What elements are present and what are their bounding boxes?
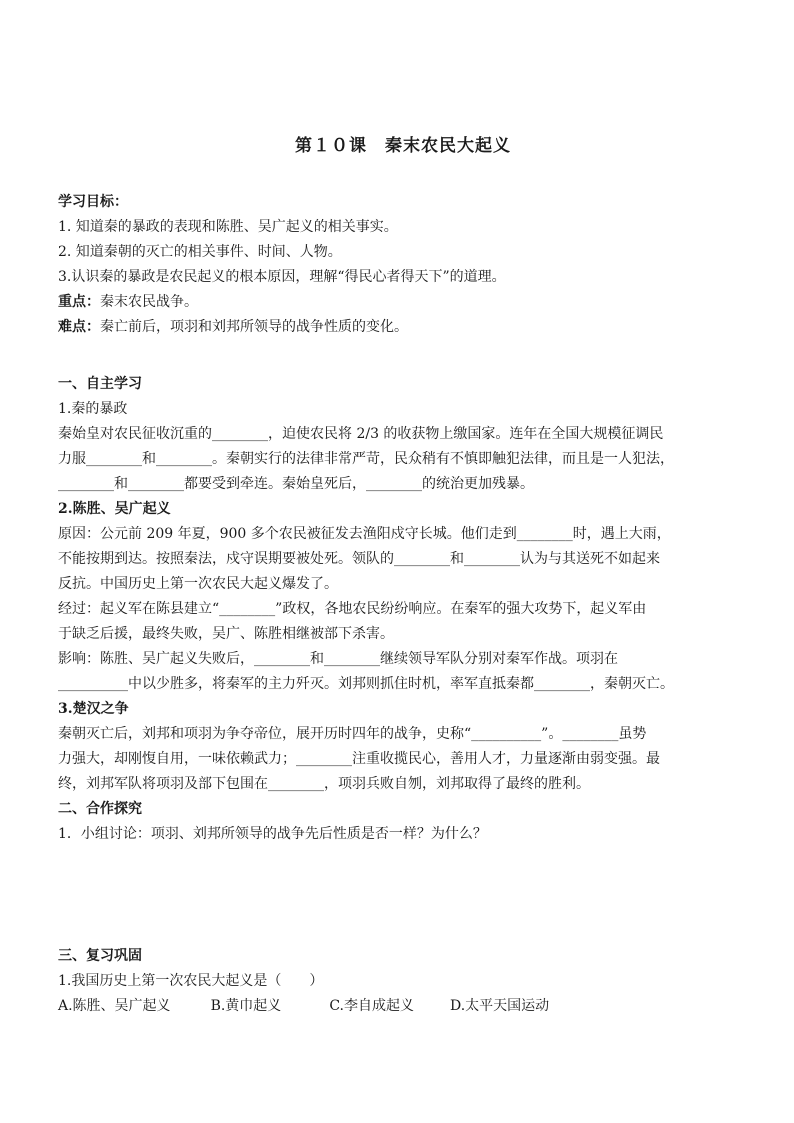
objectives-heading: 学习目标： (58, 194, 128, 210)
fill-line: 反抗。中国历史上第一次农民大起义爆发了。 (58, 576, 338, 592)
lesson-number: 第１０课 (295, 136, 367, 156)
key-point (58, 290, 748, 315)
page-title (58, 131, 748, 156)
fill-line: 终，刘邦军队将项羽及部下包围在________，项羽兵败自刎，刘邦取得了最终的胜利。 (58, 776, 590, 792)
lesson-name: 秦末农民大起义 (385, 136, 511, 156)
fill-line: 于缺乏后援，最终失败，吴广、陈胜相继被部下杀害。 (58, 626, 394, 642)
fill-line: 原因：公元前 209 年夏，900 多个农民被征发去渔阳戍守长城。他们走到________时，遇上大雨， (58, 526, 671, 542)
option-d: D.太平天国运动 (449, 998, 550, 1014)
subsection-heading: 3.楚汉之争 (58, 701, 129, 717)
discussion-question: 1．小组讨论：项羽、刘邦所领导的战争先后性质是否一样？为什么？ (58, 826, 487, 842)
section-self-study (58, 372, 748, 847)
objective-item: 3.认识秦的暴政是农民起义的根本原因，理解“得民心者得天下”的道理。 (58, 269, 506, 285)
difficulty-point (58, 315, 748, 340)
section-heading: 一、自主学习 (58, 376, 142, 392)
objective-item: 1. 知道秦的暴政的表现和陈胜、吴广起义的相关事实。 (58, 219, 398, 235)
section-heading: 三、复习巩固 (58, 948, 142, 964)
fill-line: 力服________和________。秦朝实行的法律非常严苛，民众稍有不慎即触犯法律，而且是一人犯法， (58, 451, 674, 467)
subsection-heading: 1.秦的暴政 (58, 401, 128, 417)
key-point-label: 重点： (58, 294, 100, 310)
fill-line: 经过：起义军在陈县建立“________”政权，各地农民纷纷响应。在秦军的强大攻势下，起义军由 (58, 601, 647, 617)
section-heading: 二、合作探究 (58, 801, 142, 817)
objective-item: 2. 知道秦朝的灭亡的相关事件、时间、人物。 (58, 244, 342, 260)
difficulty-text: 秦亡前后，项羽和刘邦所领导的战争性质的变化。 (100, 319, 408, 335)
fill-line: __________中以少胜多，将秦军的主力歼灭。刘邦则抓住时机，率军直抵秦都________，秦朝灭亡。 (58, 676, 674, 692)
fill-line: 影响：陈胜、吴广起义失败后，________和________继续领导军队分别对秦军作战。项羽在 (58, 651, 618, 667)
section-review (58, 944, 748, 1019)
option-b: B.黄巾起义 (210, 998, 282, 1014)
answer-options (58, 994, 748, 1019)
fill-line: 不能按期到达。按照秦法，戍守误期要被处死。领队的________和________认为与其送死不如起来 (58, 551, 660, 567)
fill-line: 秦朝灭亡后，刘邦和项羽为争夺帝位，展开历时四年的战争，史称“__________”。________虽势 (58, 726, 647, 742)
review-question: 1.我国历史上第一次农民大起义是（ ） (58, 973, 324, 989)
option-a: A.陈胜、吴广起义 (58, 998, 171, 1014)
difficulty-label: 难点： (58, 319, 100, 335)
option-c: C.李自成起义 (329, 998, 414, 1014)
fill-line: 力强大，却刚愎自用，一味依赖武力；________注重收揽民心，善用人才，力量逐渐由弱变强。最 (58, 751, 660, 767)
fill-line: ________和________都要受到牵连。秦始皇死后，________的统治更加残暴。 (58, 476, 534, 492)
key-point-text: 秦末农民战争。 (100, 294, 198, 310)
objectives-section (58, 190, 748, 340)
fill-line: 秦始皇对农民征收沉重的________，迫使农民将 2/3 的收获物上缴国家。连年在全国大规模征调民 (58, 426, 664, 442)
subsection-heading: 2.陈胜、吴广起义 (58, 501, 171, 517)
